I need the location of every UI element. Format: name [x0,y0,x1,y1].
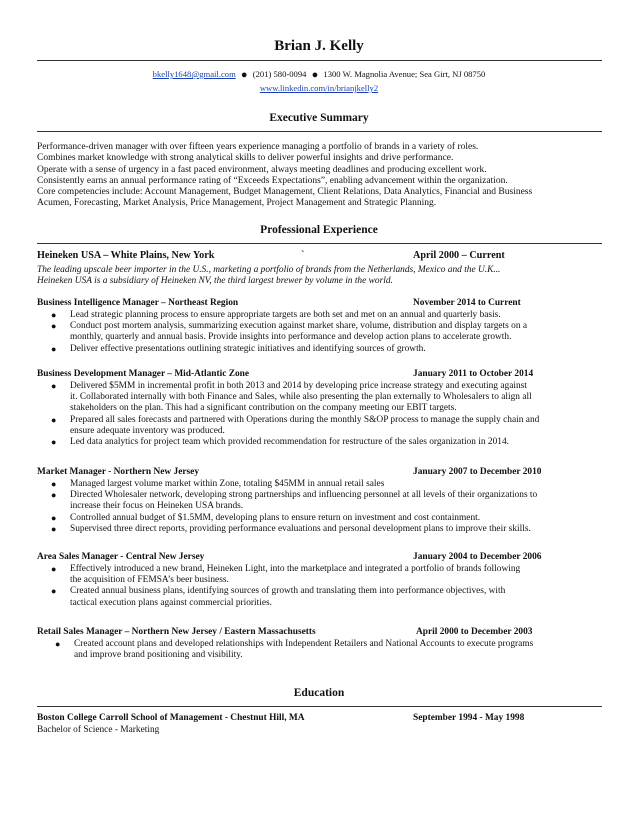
summary-divider [37,131,602,132]
school-name: Boston College Carroll School of Management - Chestnut Hill, MA [37,713,305,723]
bullet-icon: ● [55,639,61,649]
employer-mark: ` [301,250,305,261]
list-item: ● Led data analytics for project team which provided recommendation for restructure of the sales organization in 2014. [51,437,509,448]
bullet-icon: ● [51,310,57,320]
list-item: ● Effectively introduced a new brand, Heineken Light, into the marketplace and integrated a portfolio of brands following the acquisition of FEMSA’s beer business. [51,564,521,586]
summary-line: Combines market knowledge with strong analytical skills to deliver powerful insights and drive performance. [37,153,454,164]
role-dates: April 2000 to December 2003 [416,627,533,637]
bullet-icon: ● [51,479,57,489]
bullet-icon: ● [51,321,57,332]
list-item: ● Conduct post mortem analysis, summarizing execution against market share, volume, distribution and display targets on a monthly, quarterly and annual basis. Provide insights into performance and develop action plans to accelerate growth. [51,321,528,343]
bullet-icon: ● [51,437,57,448]
list-item: ● Managed largest volume market within Zone, totaling $45MM in annual retail sales [51,479,385,489]
role-dates: November 2014 to Current [413,298,521,308]
bullet-icon: ● [51,523,57,534]
summary-line: Acumen, Forecasting, Market Analysis, Price Management, Project Management and Strategic Planning. [37,198,437,209]
summary-line: Performance-driven manager with over fifteen years experience managing a portfolio of brands in a variety of roles. [37,142,479,152]
address: 1300 W. Magnolia Avenue; Sea Girt, NJ 08750 [323,69,486,79]
education-divider [37,706,602,707]
bullet-icon: ● [51,586,57,597]
bullet-separator-icon: ● [311,69,319,81]
list-item: ● Lead strategic planning process to ensure appropriate targets are both set and met on an annual and quarterly basis. [51,310,501,320]
bullet-icon: ● [51,564,57,574]
role-title: Market Manager - Northern New Jersey [37,467,200,477]
list-item: ● Created account plans and developed relationships with Independent Retailers and National Accounts to execute programs and improve brand positioning and visibility. [55,639,534,661]
role-title: Business Intelligence Manager – Northeast Region [37,298,239,308]
bullet-separator-icon: ● [240,69,248,81]
email-link[interactable]: bkelly1648@gmail.com [152,69,236,79]
summary-line: Consistently earns an annual performance rating of “Exceeds Expectations”, enabling advancement within the organization. [37,175,508,186]
role-bullets [37,564,520,609]
role-title: Area Sales Manager - Central New Jersey [37,552,205,562]
summary-heading: Executive Summary [269,112,369,124]
employer-dates: April 2000 – Current [413,250,505,261]
list-item: ● Supervised three direct reports, providing performance evaluations and personal development plans to improve their skills. [51,523,531,534]
header-divider [37,60,602,61]
linkedin-link[interactable]: www.linkedin.com/in/brianjkelly2 [259,83,379,93]
education-heading: Education [293,687,345,699]
role-dates: January 2007 to December 2010 [413,467,542,477]
experience-divider [37,243,602,244]
role-bullets [41,639,533,661]
employer-name: Heineken USA – White Plains, New York [37,250,215,261]
company-description [37,265,500,287]
role-dates: January 2011 to October 2014 [413,369,534,379]
company-description-line: The leading upscale beer importer in the U.S., marketing a portfolio of brands from the Netherlands, Mexico and the U.K... [37,265,501,275]
education-dates: September 1994 - May 1998 [413,713,525,723]
list-item: ● Created annual business plans, identifying sources of growth and translating them into performance objectives, with tactical execution plans against commercial priorities. [51,586,506,608]
role-bullets [37,310,527,355]
role-title: Retail Sales Manager – Northern New Jersey / Eastern Massachusetts [37,627,316,637]
role-dates: January 2004 to December 2006 [413,552,542,562]
list-item: ● Prepared all sales forecasts and partnered with Operations during the monthly S&OP process to manage the supply chain and ensure adequate inventory was produced. [51,414,540,436]
summary-line: Operate with a sense of urgency in a fast paced environment, always meeting deadlines and producing excellent work. [37,164,487,175]
phone-number: (201) 580-0094 [252,69,307,79]
degree: Bachelor of Science - Marketing [37,725,160,735]
list-item: ● Directed Wholesaler network, developing strong partnerships and influencing personnel at all levels of their organizations to increase their focus on Heineken USA brands. [51,490,538,512]
bullet-icon: ● [51,381,57,391]
bullet-icon: ● [51,512,57,523]
bullet-icon: ● [51,490,57,501]
contact-line [0,69,638,81]
role-bullets [37,381,539,448]
role-bullets [37,479,537,535]
candidate-name: Brian J. Kelly [274,38,364,54]
summary-line: Core competencies include: Account Management, Budget Management, Client Relations, Data Analytics, Financial and Business [37,187,533,198]
company-description-line: Heineken USA is a subsidiary of Heineken NV, the third largest brewer by volume in the world. [37,276,393,287]
bullet-icon: ● [51,343,57,354]
list-item: ● Deliver effective presentations outlining strategic initiatives and identifying sources of growth. [51,343,426,354]
bullet-icon: ● [51,414,57,425]
list-item: ● Delivered $5MM in incremental profit in both 2013 and 2014 by developing price increase strategy and executing against it. Collaborated internally with both Finance and Sales, while also presenting the plan externally to Wholesalers to align all stakeholders on the plan. This had a significant contribution on the company meeting our EBIT targets. [51,381,532,414]
summary-text [37,142,607,210]
experience-heading: Professional Experience [260,224,378,236]
role-title: Business Development Manager – Mid-Atlantic Zone [37,369,250,379]
list-item: ● Controlled annual budget of $1.5MM, developing plans to ensure return on investment and cost containment. [51,512,481,523]
